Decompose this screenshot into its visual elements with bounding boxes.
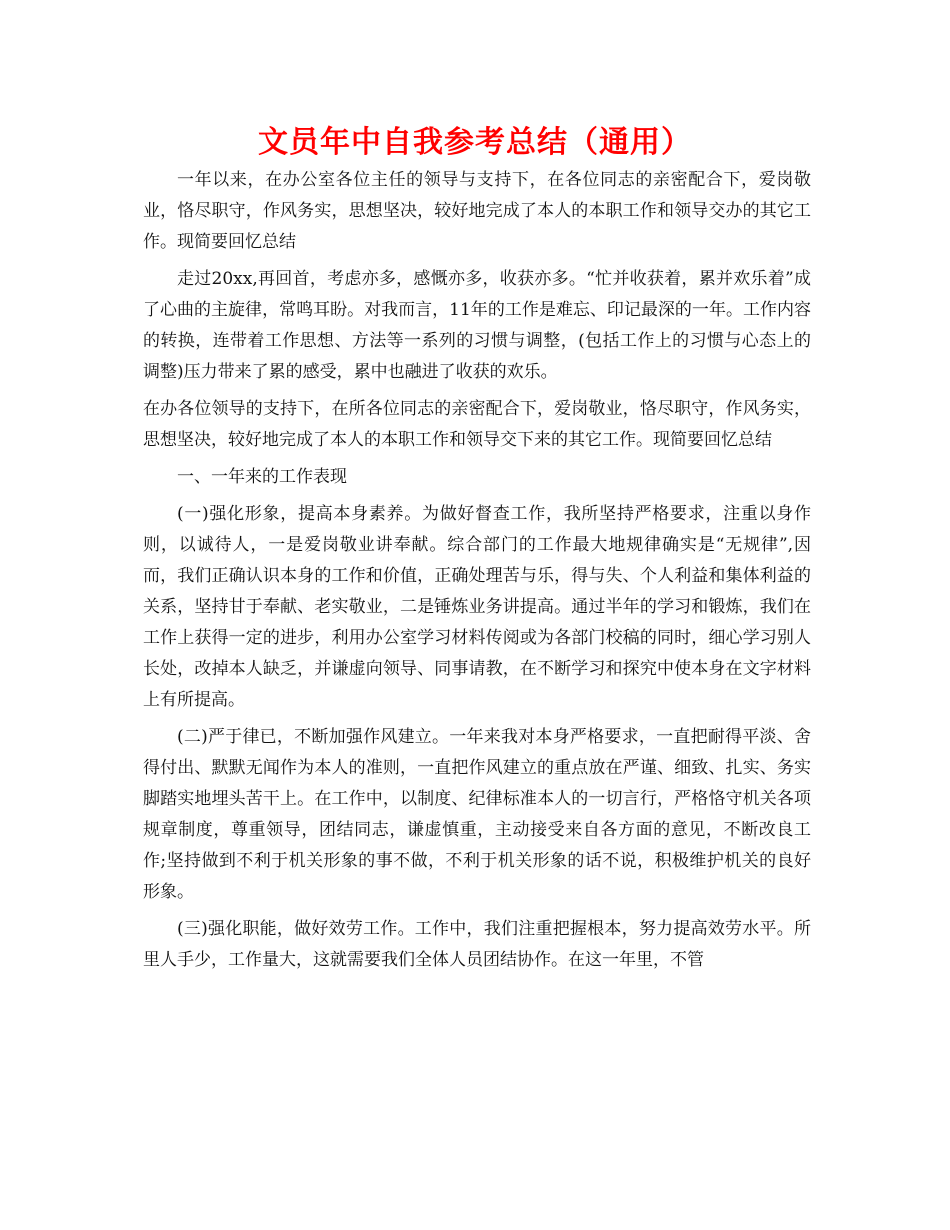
paragraph-item-2: (二)严于律已，不断加强作风建立。一年来我对本身严格要求，一直把耐得平淡、舍得付出、默默无闻作为本人的准则，一直把作风建立的重点放在严谨、细致、扎实、务实脚踏实地埋头苦干上。在工作中，以制度、纪律标准本人的一切言行，严格恪守机关各项规章制度，尊重领导，团结同志，谦虚慎重，主动接受来自各方面的意见，不断改良工作;坚持做到不利于机关形象的事不做，不利于机关形象的话不说，积极维护机关的良好形象。 [143, 727, 811, 902]
document-title: 文员年中自我参考总结（通用） [258, 125, 692, 160]
section-heading-work-performance: 一、一年来的工作表现 [177, 467, 347, 487]
paragraph-item-1: (一)强化形象，提高本身素养。为做好督查工作，我所坚持严格要求，注重以身作则，以诚待人，一是爱岗敬业讲奉献。综合部门的工作最大地规律确实是“无规律”,因而，我们正确认识本身的工作和价值，正确处理苦与乐，得与失、个人利益和集体利益的关系，坚持甘于奉献、老实敬业，二是锤炼业务讲提高。通过半年的学习和锻炼，我们在工作上获得一定的进步，利用办公室学习材料传阅或为各部门校稿的同时，细心学习别人长处，改掉本人缺乏，并谦虚向领导、同事请教，在不断学习和探究中使本身在文字材料上有所提高。 [143, 504, 811, 710]
paragraph-support: 在办各位领导的支持下，在所各位同志的亲密配合下，爱岗敬业，恪尽职守，作风务实，思想坚决，较好地完成了本人的本职工作和领导交下来的其它工作。现简要回忆总结 [143, 399, 811, 450]
paragraph-reflection: 走过20xx,再回首，考虑亦多，感慨亦多，收获亦多。“忙并收获着，累并欢乐着”成了心曲的主旋律，常鸣耳盼。对我而言，11年的工作是难忘、印记最深的一年。工作内容的转换，连带着工作思想、方法等一系列的习惯与调整，(包括工作上的习惯与心态上的调整)压力带来了累的感受，累中也融进了收获的欢乐。 [143, 269, 811, 382]
paragraph-intro: 一年以来，在办公室各位主任的领导与支持下，在各位同志的亲密配合下，爱岗敬业，恪尽职守，作风务实，思想坚决，较好地完成了本人的本职工作和领导交办的其它工作。现简要回忆总结 [143, 170, 811, 252]
document-body [143, 165, 811, 982]
paragraph-item-3: (三)强化职能，做好效劳工作。工作中，我们注重把握根本，努力提高效劳水平。所里人手少，工作量大，这就需要我们全体人员团结协作。在这一年里，不管 [143, 919, 811, 970]
